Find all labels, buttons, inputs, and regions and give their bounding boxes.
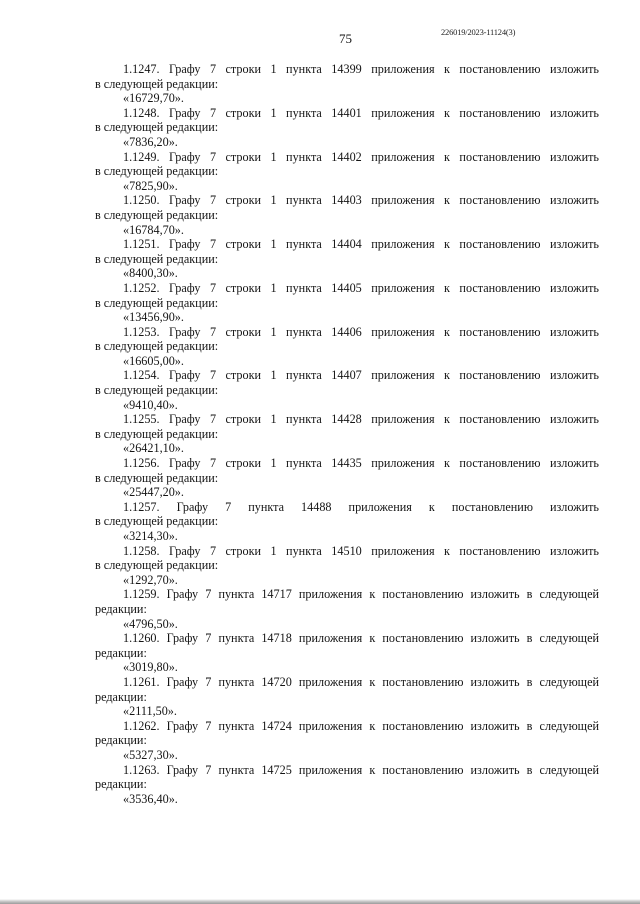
item-instruction: 1.1254. Графу 7 строки 1 пункта 14407 приложения к постановлению изложить xyxy=(123,368,599,383)
item-value: «2111,50». xyxy=(123,704,177,719)
item-instruction-cont: в следующей редакции: xyxy=(95,207,219,222)
item-value: «7825,90». xyxy=(123,178,178,193)
item-value: «3019,80». xyxy=(123,660,178,675)
item-instruction: 1.1255. Графу 7 строки 1 пункта 14428 приложения к постановлению изложить xyxy=(123,412,599,427)
list-item xyxy=(95,456,599,500)
list-item xyxy=(95,281,599,325)
item-instruction: 1.1259. Графу 7 пункта 14717 приложения к постановлению изложить в следующей xyxy=(123,587,599,602)
item-instruction: 1.1262. Графу 7 пункта 14724 приложения к постановлению изложить в следующей xyxy=(123,718,599,733)
item-instruction-cont: редакции: xyxy=(95,645,147,660)
item-instruction: 1.1249. Графу 7 строки 1 пункта 14402 приложения к постановлению изложить xyxy=(123,149,599,164)
item-value: «8400,30». xyxy=(123,266,178,281)
item-instruction-cont: в следующей редакции: xyxy=(95,76,219,91)
list-item xyxy=(95,500,599,544)
list-item xyxy=(95,237,599,281)
item-instruction-cont: в следующей редакции: xyxy=(95,558,219,573)
item-instruction-cont: редакции: xyxy=(95,733,147,748)
item-instruction-cont: редакции: xyxy=(95,777,147,792)
item-value: «7836,20». xyxy=(123,134,178,149)
item-instruction: 1.1258. Графу 7 строки 1 пункта 14510 приложения к постановлению изложить xyxy=(123,543,599,558)
item-value: «4796,50». xyxy=(123,616,178,631)
item-value: «13456,90». xyxy=(123,310,184,325)
item-value: «9410,40». xyxy=(123,397,178,412)
item-instruction: 1.1250. Графу 7 строки 1 пункта 14403 приложения к постановлению изложить xyxy=(123,193,599,208)
list-item xyxy=(95,150,599,194)
list-item xyxy=(95,587,599,631)
item-value: «16784,70». xyxy=(123,222,184,237)
item-instruction-cont: в следующей редакции: xyxy=(95,470,219,485)
item-instruction: 1.1253. Графу 7 строки 1 пункта 14406 приложения к постановлению изложить xyxy=(123,324,599,339)
list-item xyxy=(95,368,599,412)
item-instruction: 1.1257. Графу 7 пункта 14488 приложения к постановлению изложить xyxy=(123,499,599,514)
item-instruction: 1.1261. Графу 7 пункта 14720 приложения к постановлению изложить в следующей xyxy=(123,674,599,689)
list-item xyxy=(95,106,599,150)
list-item xyxy=(95,412,599,456)
item-instruction: 1.1248. Графу 7 строки 1 пункта 14401 приложения к постановлению изложить xyxy=(123,105,599,120)
item-value: «3214,30». xyxy=(123,529,178,543)
list-item xyxy=(95,631,599,675)
item-instruction: 1.1260. Графу 7 пункта 14718 приложения к постановлению изложить в следующей xyxy=(123,631,599,646)
item-value: «26421,10». xyxy=(123,441,184,456)
item-instruction-cont: в следующей редакции: xyxy=(95,339,219,354)
document-id: 226019/2023-11124(3) xyxy=(441,27,516,37)
item-instruction-cont: в следующей редакции: xyxy=(95,164,219,179)
list-item xyxy=(95,62,599,106)
list-item xyxy=(95,763,599,807)
item-instruction-cont: в следующей редакции: xyxy=(95,251,219,266)
item-instruction: 1.1263. Графу 7 пункта 14725 приложения к постановлению изложить в следующей xyxy=(123,762,599,777)
item-value: «16605,00». xyxy=(123,353,184,368)
item-value: «16729,70». xyxy=(123,91,184,106)
item-instruction: 1.1251. Графу 7 строки 1 пункта 14404 приложения к постановлению изложить xyxy=(123,237,599,252)
item-value: «25447,20». xyxy=(123,485,184,500)
list-item xyxy=(95,719,599,763)
item-value: «3536,40». xyxy=(123,791,178,806)
item-instruction-cont: редакции: xyxy=(95,601,147,616)
item-instruction-cont: в следующей редакции: xyxy=(95,514,219,529)
item-instruction: 1.1256. Графу 7 строки 1 пункта 14435 приложения к постановлению изложить xyxy=(123,456,599,471)
item-instruction-cont: редакции: xyxy=(95,689,147,704)
item-instruction: 1.1247. Графу 7 строки 1 пункта 14399 приложения к постановлению изложить xyxy=(123,62,599,76)
list-item xyxy=(95,325,599,369)
list-item xyxy=(95,193,599,237)
item-instruction: 1.1252. Графу 7 строки 1 пункта 14405 приложения к постановлению изложить xyxy=(123,280,599,295)
item-instruction-cont: в следующей редакции: xyxy=(95,426,219,441)
list-item xyxy=(95,544,599,588)
item-instruction-cont: в следующей редакции: xyxy=(95,383,219,398)
list-item xyxy=(95,675,599,719)
item-value: «1292,70». xyxy=(123,572,178,587)
document-body xyxy=(95,62,599,806)
scan-edge xyxy=(0,899,640,904)
item-value: «5327,30». xyxy=(123,747,178,762)
page-number: 75 xyxy=(339,31,352,46)
item-instruction-cont: в следующей редакции: xyxy=(95,295,219,310)
item-instruction-cont: в следующей редакции: xyxy=(95,120,219,135)
